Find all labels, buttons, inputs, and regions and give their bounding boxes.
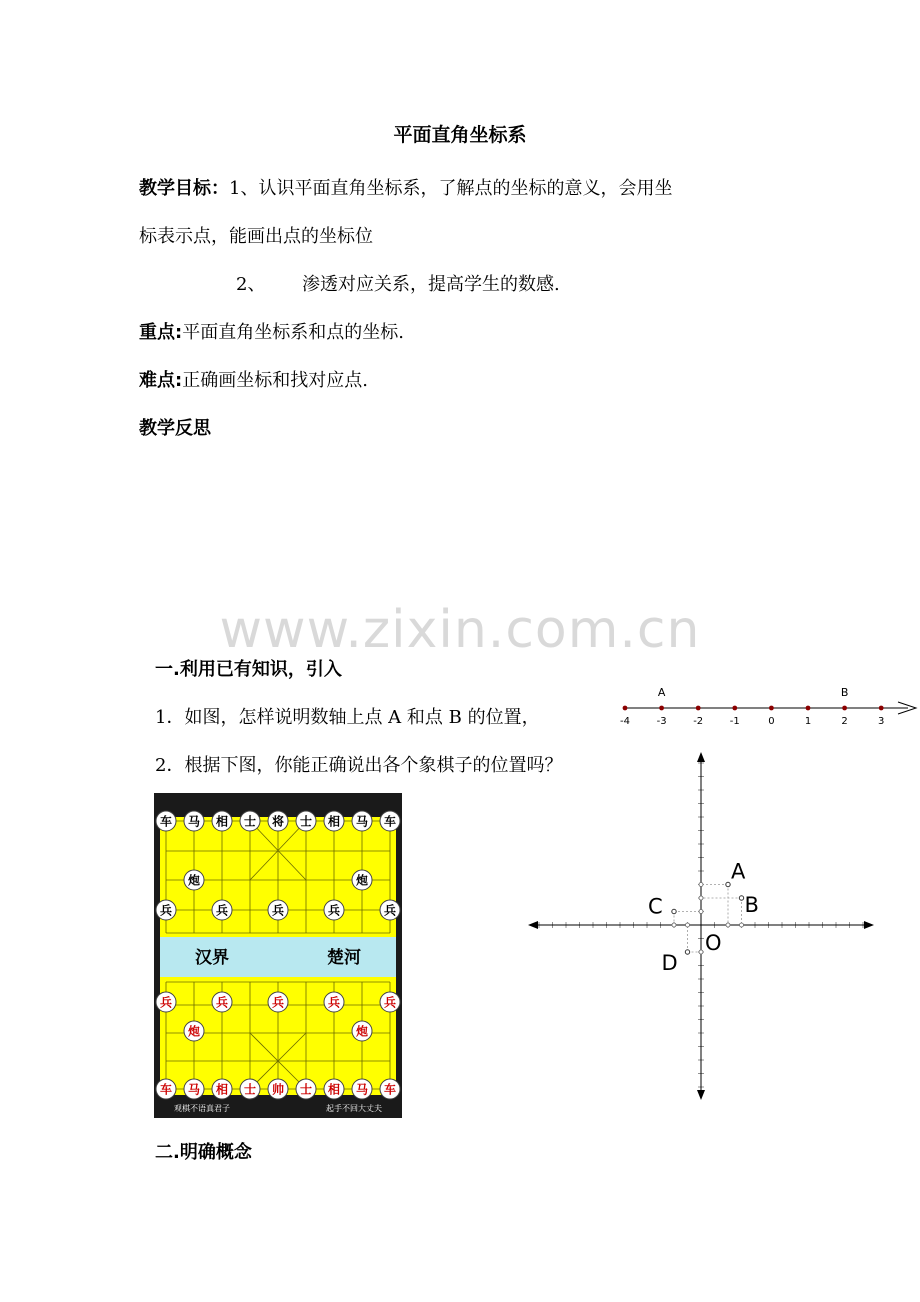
chess-piece-label: 兵	[159, 995, 173, 1010]
objective-2-text: 渗透对应关系，提高学生的数感.	[302, 274, 560, 295]
x-axis-arrow-right	[864, 921, 874, 929]
chess-piece-label: 兵	[271, 903, 285, 918]
number-line-tick-label: -3	[656, 716, 667, 727]
key-point-label: 重点:	[139, 322, 183, 343]
chess-piece-label: 兵	[383, 903, 397, 918]
axis-projection-dot	[740, 923, 744, 927]
page-title: 平面直角坐标系	[393, 124, 527, 146]
chess-board	[154, 793, 402, 1118]
number-line-point	[769, 706, 774, 711]
number-line-tick-label: 2	[841, 716, 848, 727]
difficulty-text: 正确画坐标和找对应点.	[182, 370, 368, 391]
objective-2-number: 2、	[236, 274, 266, 295]
chess-piece-label: 士	[243, 1082, 257, 1097]
number-line-tick-label: 0	[768, 716, 775, 727]
difficulty-label: 难点:	[139, 370, 183, 391]
key-point	[139, 318, 404, 344]
chess-piece-label: 相	[215, 1082, 229, 1097]
question-2: 2．根据下图，你能正确说出各个象棋子的位置吗？	[155, 755, 563, 776]
chess-piece-label: 士	[299, 814, 313, 829]
objectives-label: 教学目标：	[139, 178, 229, 199]
objective-1-text: 1、认识平面直角坐标系，了解点的坐标的意义，会用坐	[229, 178, 673, 199]
question-1: 1．如图，怎样说明数轴上点 A 和点 B 的位置，	[155, 707, 540, 728]
number-line-point	[696, 706, 701, 711]
number-line-point	[879, 706, 884, 711]
plot-point-label: D	[661, 951, 678, 975]
number-line-tick-label: -4	[620, 716, 630, 727]
plot-point	[726, 882, 730, 886]
number-line-tick-label: -1	[729, 716, 740, 727]
axis-projection-dot	[699, 883, 703, 887]
chess-piece-label: 马	[355, 1082, 369, 1097]
river-left-label: 汉界	[195, 948, 229, 968]
chess-piece-label: 车	[159, 1082, 173, 1097]
section-2-heading: 二.明确概念	[155, 1142, 252, 1163]
number-line-point	[806, 706, 811, 711]
axis-projection-dot	[699, 896, 703, 900]
axis-projection-dot	[726, 923, 730, 927]
number-line-point	[659, 706, 664, 711]
chess-piece-label: 炮	[355, 1024, 369, 1039]
chess-piece-label: 兵	[215, 903, 229, 918]
plot-point-label: A	[731, 859, 746, 884]
objective-1-continuation: 标表示点，能画出点的坐标位	[139, 226, 373, 247]
chess-piece-label: 车	[159, 814, 173, 829]
river-right-label: 楚河	[327, 948, 361, 968]
axis-projection-dot	[699, 910, 703, 914]
plot-point	[672, 909, 676, 913]
axis-projection-dot	[686, 923, 690, 927]
chess-piece-label: 将	[271, 814, 285, 829]
number-line-point-label: B	[840, 686, 849, 699]
number-line	[612, 680, 920, 730]
chess-piece-label: 兵	[327, 903, 341, 918]
section-1-heading: 一.利用已有知识，引入	[155, 659, 342, 680]
number-line-point	[842, 706, 847, 711]
reflection-heading: 教学反思	[139, 418, 211, 439]
chess-piece-label: 炮	[187, 1024, 201, 1039]
chess-piece-label: 士	[299, 1082, 313, 1097]
chess-piece-label: 兵	[159, 903, 173, 918]
chess-piece-label: 相	[327, 1082, 341, 1097]
chess-piece-label: 兵	[327, 995, 341, 1010]
number-line-tick-label: 3	[878, 716, 885, 727]
chess-piece-label: 马	[187, 1082, 201, 1097]
objectives-line-1	[139, 174, 672, 200]
axis-projection-dot	[699, 950, 703, 954]
coordinate-plane	[522, 748, 884, 1106]
chess-piece-label: 炮	[187, 873, 201, 888]
difficulty	[139, 366, 368, 392]
chess-piece-label: 炮	[355, 873, 369, 888]
chess-piece-label: 车	[383, 1082, 397, 1097]
chess-piece-label: 帅	[271, 1082, 285, 1097]
x-axis-arrow-left	[528, 921, 538, 929]
axis-projection-dot	[672, 923, 676, 927]
plot-point	[685, 950, 689, 954]
number-line-point-label: A	[657, 686, 666, 699]
plot-point-label: B	[744, 893, 759, 917]
chess-piece-label: 兵	[271, 995, 285, 1010]
number-line-point	[732, 706, 737, 711]
key-point-text: 平面直角坐标系和点的坐标.	[182, 322, 404, 343]
y-axis-arrow-up	[697, 752, 705, 762]
watermark: www.zixin.com.cn	[219, 600, 701, 660]
chess-piece-label: 兵	[215, 995, 229, 1010]
caption-right: 起手不回大丈夫	[326, 1104, 382, 1113]
chess-piece-label: 相	[327, 814, 341, 829]
y-axis-arrow-down	[697, 1090, 705, 1100]
chess-piece-label: 相	[215, 814, 229, 829]
chess-piece-label: 马	[187, 814, 201, 829]
caption-left: 观棋不语真君子	[174, 1104, 230, 1113]
chess-piece-label: 马	[355, 814, 369, 829]
number-line-tick-label: 1	[804, 716, 812, 727]
plot-point	[739, 896, 743, 900]
chess-piece-label: 车	[383, 814, 397, 829]
plot-point-label: C	[648, 894, 663, 919]
chess-piece-label: 士	[243, 814, 257, 829]
number-line-tick-label: -2	[693, 716, 704, 727]
chess-piece-label: 兵	[383, 995, 397, 1010]
origin-label: O	[705, 931, 722, 955]
number-line-point	[623, 706, 628, 711]
